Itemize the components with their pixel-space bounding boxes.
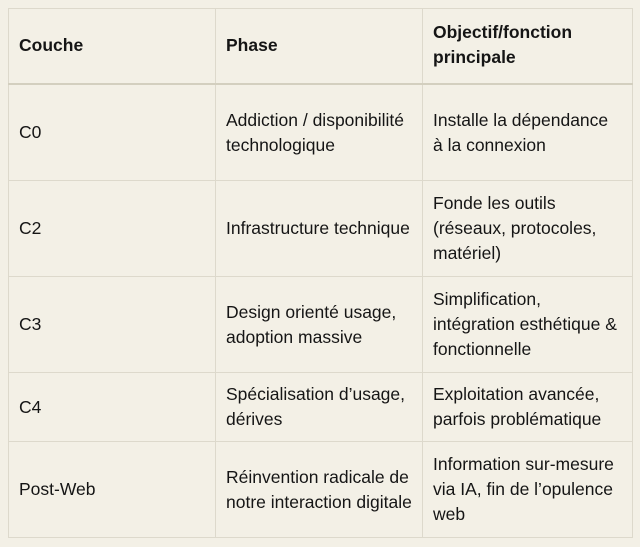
cell-objectif: Information sur-mesure via IA, fin de l’opulence web	[423, 442, 633, 538]
table-row	[9, 442, 633, 538]
header-phase: Phase	[216, 9, 423, 85]
cell-objectif: Installe la dépendance à la connexion	[423, 84, 633, 181]
cell-couche: Post-Web	[9, 442, 216, 538]
cell-phase: Réinvention radicale de notre interaction digitale	[216, 442, 423, 538]
cell-phase: Addiction / disponibilité technologique	[216, 84, 423, 181]
table-row	[9, 84, 633, 181]
cell-couche: C0	[9, 84, 216, 181]
cell-objectif: Simplification, intégration esthétique & fonctionnelle	[423, 277, 633, 373]
table-row	[9, 277, 633, 373]
header-couche: Couche	[9, 9, 216, 85]
header-row	[9, 9, 633, 85]
table-body	[9, 84, 633, 538]
header-objectif: Objectif/fonction principale	[423, 9, 633, 85]
cell-couche: C3	[9, 277, 216, 373]
cell-phase: Design orienté usage, adoption massive	[216, 277, 423, 373]
cell-couche: C2	[9, 181, 216, 277]
layers-table	[8, 8, 633, 538]
table-row	[9, 373, 633, 442]
layers-table-container	[8, 8, 632, 538]
cell-objectif: Fonde les outils (réseaux, protocoles, matériel)	[423, 181, 633, 277]
cell-objectif: Exploitation avancée, parfois problématique	[423, 373, 633, 442]
cell-phase: Infrastructure technique	[216, 181, 423, 277]
table-row	[9, 181, 633, 277]
cell-phase: Spécialisation d’usage, dérives	[216, 373, 423, 442]
table-header	[9, 9, 633, 85]
cell-couche: C4	[9, 373, 216, 442]
